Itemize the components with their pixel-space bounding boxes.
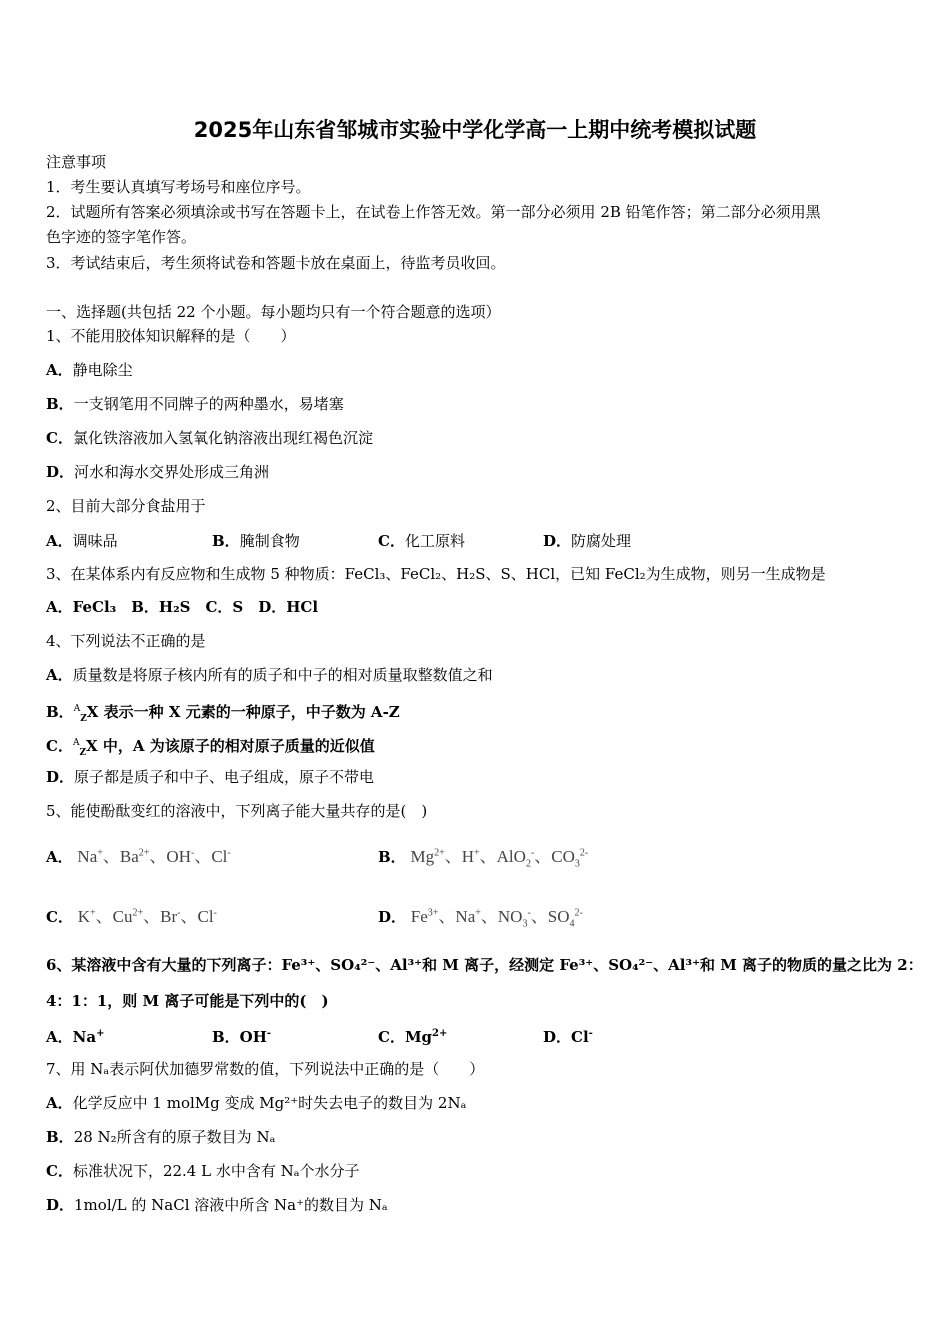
- option-a: A．质量数是将原子核内所有的质子和中子的相对质量取整数值之和: [46, 666, 493, 684]
- option-b: B．$^A_Z$X 表示一种 X 元素的一种原子，中子数为 A-Z: [46, 703, 400, 724]
- notice-heading: 注意事项: [46, 153, 107, 171]
- option-d: D．1mol/L 的 NaCl 溶液中所含 Na⁺的数目为 Nₐ: [46, 1196, 388, 1214]
- option-b: B．OH-: [212, 1028, 272, 1046]
- option-c: C．$^A_Z$X 中，A 为该原子的相对原子质量的近似值: [46, 737, 375, 758]
- section-heading: 一、选择题(共包括 22 个小题。每小题均只有一个符合题意的选项）: [46, 303, 501, 321]
- question-stem: 4、下列说法不正确的是: [46, 632, 206, 650]
- option-text: 河水和海水交界处形成三角洲: [74, 463, 270, 481]
- question-stem: 5、能使酚酞变红的溶液中，下列离子能大量共存的是( ): [46, 802, 428, 820]
- option-c: C． K+、$Cu^{2+}$、Br-、Cl-: [46, 907, 217, 926]
- option-a: A．静电除尘: [46, 361, 133, 379]
- question-stem: 2、目前大部分食盐用于: [46, 497, 206, 515]
- option-a: A．调味品: [46, 532, 118, 550]
- question-stem: 7、用 Nₐ表示阿伏加德罗常数的值，下列说法中正确的是（ ）: [46, 1060, 485, 1078]
- option-text: 氯化铁溶液加入氢氧化钠溶液出现红褐色沉淀: [72, 429, 373, 447]
- option-c: C．$Mg^{2+}$: [378, 1028, 448, 1046]
- option-c: C．化工原料: [378, 532, 465, 550]
- option-b: B．一支钢笔用不同牌子的两种墨水，易堵塞: [46, 395, 344, 413]
- option-c: C．标准状况下，22.4 L 水中含有 Nₐ个水分子: [46, 1162, 360, 1180]
- option-text: 静电除尘: [72, 361, 133, 379]
- question-stem: 6、某溶液中含有大量的下列离子：Fe³⁺、SO₄²⁻、Al³⁺和 M 离子，经测定 Fe³⁺、SO₄²⁻、Al³⁺和 M 离子的物质的量之比为 2：: [46, 956, 923, 974]
- question-stem: 3、在某体系内有反应物和生成物 5 种物质：FeCl₃、FeCl₂、H₂S、S、HCl，已知 FeCl₂为生成物，则另一生成物是: [46, 565, 826, 583]
- option-c: C．氯化铁溶液加入氢氧化钠溶液出现红褐色沉淀: [46, 429, 373, 447]
- option-d: D．防腐处理: [543, 532, 632, 550]
- question-stem: 4：1：1，则 M 离子可能是下列中的( ): [46, 992, 329, 1010]
- option-a: A．Na+: [46, 1028, 105, 1046]
- page-title: 2025年山东省邹城市实验中学化学高一上期中统考模拟试题: [193, 118, 757, 142]
- option-b: B．腌制食物: [212, 532, 300, 550]
- option-d: D．原子都是质子和中子、电子组成，原子不带电: [46, 768, 375, 786]
- option-d: D． $Fe^{3+}$、Na+、$NO_3^-$、$SO_4^{2-}$: [378, 907, 583, 930]
- notice-item: 2．试题所有答案必须填涂或书写在答题卡上，在试卷上作答无效。第一部分必须用 2B 铅笔作答；第二部分必须用黑: [46, 203, 821, 221]
- option-a: A． Na+、$Ba^{2+}$、OH-、Cl-: [46, 847, 231, 866]
- option-d: D．Cl-: [543, 1028, 593, 1046]
- notice-item: 3．考试结束后，考生须将试卷和答题卡放在桌面上，待监考员收回。: [46, 254, 506, 272]
- option-a: A．化学反应中 1 molMg 变成 Mg²⁺时失去电子的数目为 2Nₐ: [46, 1094, 467, 1112]
- option-b: B．28 N₂所含有的原子数目为 Nₐ: [46, 1128, 276, 1146]
- question-stem: 1、不能用胶体知识解释的是（ ）: [46, 327, 296, 345]
- notice-item: 1．考生要认真填写考场号和座位序号。: [46, 178, 311, 196]
- option-text: 一支钢笔用不同牌子的两种墨水，易堵塞: [73, 395, 344, 413]
- option-d: D．河水和海水交界处形成三角洲: [46, 463, 270, 481]
- option-b: B． $Mg^{2+}$、H+、AlO$_2$-、$CO_3^{2-}$: [378, 847, 589, 870]
- question-options: A．FeCl₃ B．H₂S C．S D．HCl: [46, 598, 319, 616]
- notice-item: 色字迹的签字笔作答。: [46, 228, 197, 246]
